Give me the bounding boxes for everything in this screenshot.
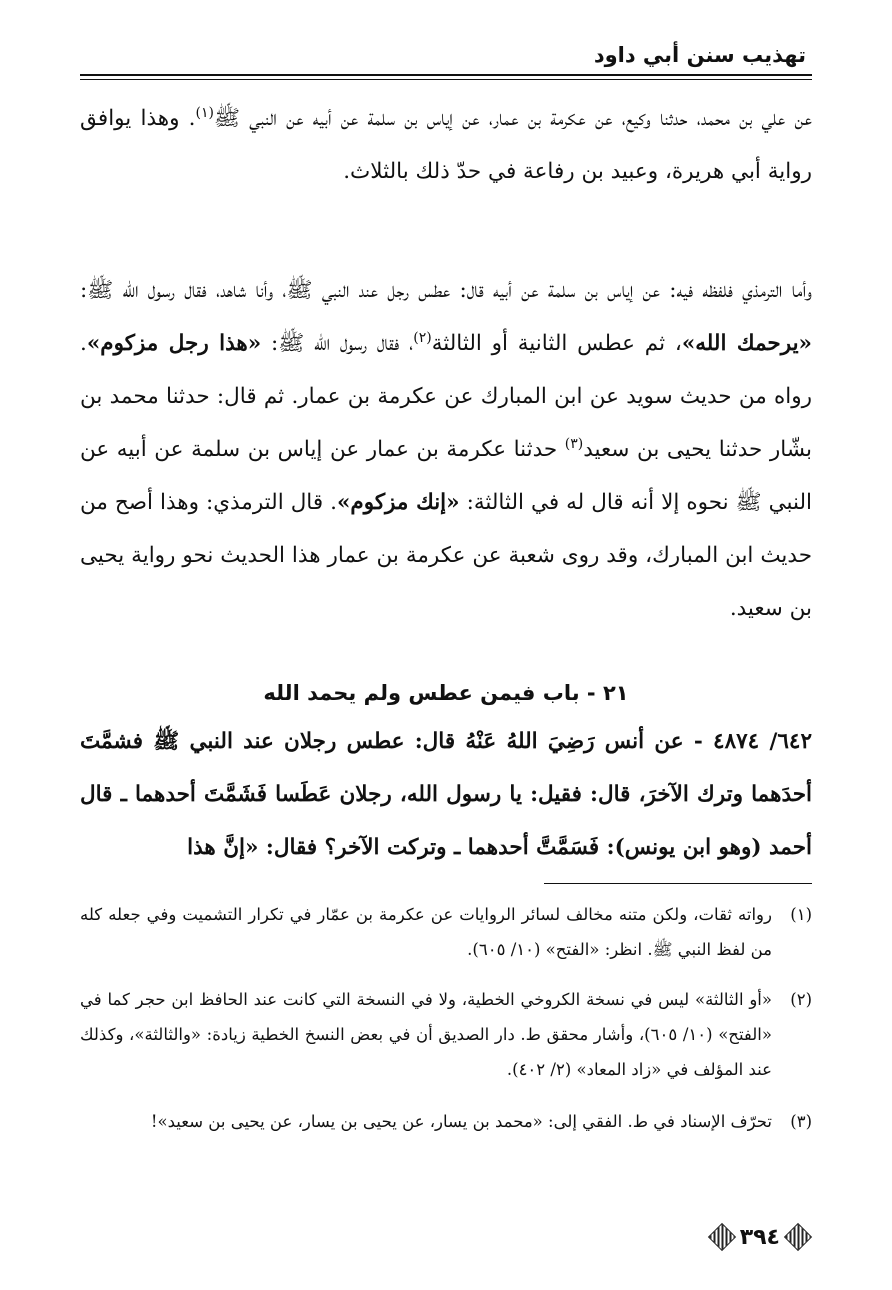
paragraph-1 <box>80 92 812 198</box>
footnote-text: «أو الثالثة» ليس في نسخة الكروخي الخطية، ولا في النسخة التي كانت عند الحافظ ابن حجر كما في «الفتح» (١٠/ ٦٠٥)، وأشار محقق ط. دار الصديق أن في بعض النسخ الخطية زيادة: «والثالثة»، وكذلك عند المؤلف في «زاد المعاد» (٢/ ٤٠٢). <box>80 990 772 1079</box>
footnote-1 <box>80 897 812 982</box>
hadith-text: - عن أنس رَضِيَ اللهُ عَنْهُ قال: عطس رجلان عند النبي ﷺ فشمَّتَ أحدَهما وترك الآخرَ، قال: فقيل: يا رسول الله، رجلان عَطَسا فَشَمَّتَ أحدهما ـ قال أحمد (وهو ابن يونس): فَسَمَّتَّ أحدهما ـ وتركت الآخر؟ فقال: «إنَّ هذا <box>80 729 812 860</box>
footnote-separator <box>544 883 812 884</box>
ornament-icon <box>708 1223 736 1251</box>
header-rule-thin <box>80 79 812 80</box>
ornament-icon <box>784 1223 812 1251</box>
paragraph-2-text-c: ، فقال رسول الله ﷺ: <box>261 331 414 356</box>
paragraph-1-text-a: عن علي بن محمد، حدثنا وكيع، عن عكرمة بن عمار، عن إياس بن سلمة عن أبيه عن النبي ﷺ <box>213 106 812 131</box>
paragraph-1-text-b: . وهذا يوافق رواية أبي هريرة، وعبيد بن رفاعة في حدّ ذلك بالثلاث. <box>80 106 812 184</box>
footnote-ref-2[interactable]: (٢) <box>413 329 432 346</box>
footnote-text: رواته ثقات، ولكن متنه مخالف لسائر الروايات عن عكرمة بن عمّار في تكرار التشميت وفي جعله كله من لفظ النبي ﷺ. انظر: «الفتح» (١٠/ ٦٠٥). <box>80 905 772 959</box>
page-number-block <box>712 1220 808 1254</box>
chapter-heading: ٢١ - باب فيمن عطس ولم يحمد الله <box>263 681 629 705</box>
footnote-ref-3[interactable]: (٣) <box>564 435 584 452</box>
footnote-number: (١) <box>790 905 812 924</box>
hadith-block <box>80 715 812 874</box>
header-rule-thick <box>80 74 812 76</box>
paragraph-2-text-b: ، ثم عطس الثانية أو الثالثة <box>431 331 682 356</box>
paragraph-2-text-f: . قال الترمذي: وهذا أصح من حديث ابن المبارك، وقد روى شعبة عن عكرمة بن عمار هذا الحديث نحو رواية يحيى بن سعيد. <box>80 490 812 621</box>
footnote-text: تحرّف الإسناد في ط. الفقي إلى: «محمد بن يسار، عن يحيى بن يسار، عن يحيى بن سعيد»! <box>150 1112 772 1131</box>
quote-yarhamuk: «يرحمك الله» <box>681 331 812 356</box>
paragraph-2-text-a: وأما الترمذي فلفظه فيه: عن إياس بن سلمة عن أبيه قال: عطس رجل عند النبي ﷺ، وأنا شاهد، فقال رسول الله ﷺ: <box>80 278 812 303</box>
footnote-number: (٣) <box>790 1112 812 1131</box>
paragraph-2-text-e: حدثنا عكرمة بن عمار عن إياس بن سلمة عن أبيه عن النبي ﷺ نحوه إلا أنه قال له في الثالثة: <box>80 437 812 515</box>
footnote-2 <box>80 982 812 1104</box>
footnote-number: (٢) <box>790 990 812 1009</box>
hadith-number: ٦٤٢/ ٤٨٧٤ <box>713 729 812 754</box>
paragraph-2 <box>80 264 812 635</box>
running-header-title: تهذيب سنن أبي داود <box>593 43 806 67</box>
footnotes-list <box>80 897 812 1139</box>
page-number: ٣٩٤ <box>739 1224 780 1250</box>
paragraph-2-text-d: . رواه من حديث سويد عن ابن المبارك عن عكرمة بن عمار. ثم قال: حدثنا محمد بن بشّار حدثنا يحيى بن سعيد <box>80 331 812 462</box>
quote-innaka-majkum: «إنك مزكوم» <box>336 490 460 515</box>
footnote-ref-1[interactable]: (١) <box>195 104 214 121</box>
footnote-3 <box>80 1104 812 1139</box>
quote-majkum: «هذا رجل مزكوم» <box>86 331 262 356</box>
